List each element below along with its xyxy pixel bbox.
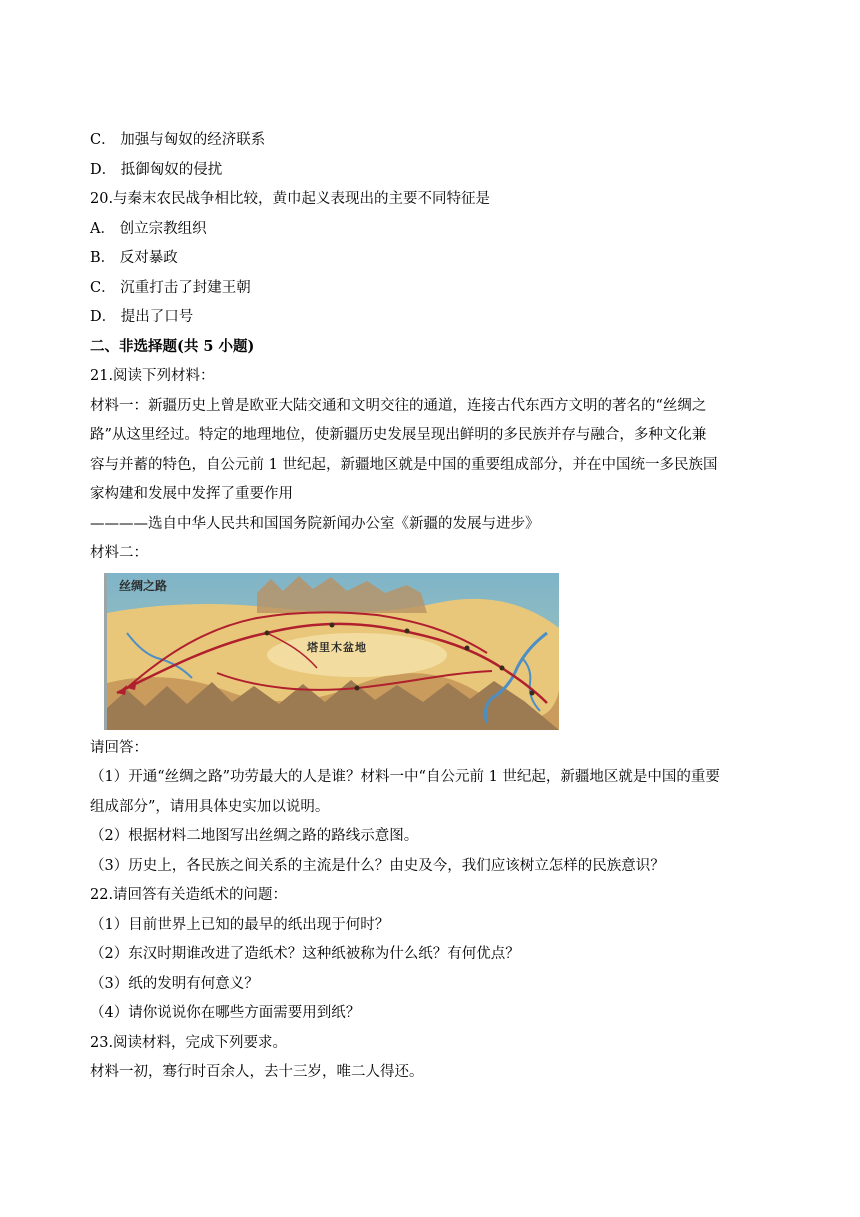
map-title: 丝绸之路 xyxy=(119,579,168,593)
option-20d: D． 提出了口号 xyxy=(90,309,194,325)
option-20c: C． 沉重打击了封建王朝 xyxy=(90,280,251,296)
question-23: 23.阅读材料，完成下列要求。 xyxy=(90,1035,288,1051)
question-21-2: （2）根据材料二地图写出丝绸之路的路线示意图。 xyxy=(90,828,419,844)
option-20b: B． 反对暴政 xyxy=(90,250,178,266)
question-21-1-line-2: 组成部分”，请用具体史实加以说明。 xyxy=(90,799,330,815)
map-basin-label: 塔里木盆地 xyxy=(307,641,367,654)
material-2-label: 材料二： xyxy=(90,545,148,561)
question-21-3: （3）历史上，各民族之间关系的主流是什么？由史及今，我们应该树立怎样的民族意识？ xyxy=(90,858,665,874)
question-20: 20.与秦末农民战争相比较，黄巾起义表现出的主要不同特征是 xyxy=(90,191,491,207)
question-21-1-line-1: （1）开通“丝绸之路”功劳最大的人是谁？材料一中“自公元前 1 世纪起，新疆地区就是中国的重要 xyxy=(90,769,720,785)
question-23-material: 材料一初，骞行时百余人，去十三岁，唯二人得还。 xyxy=(90,1064,424,1080)
silk-road-map xyxy=(104,573,562,730)
section-heading: 二、非选择题(共 5 小题) xyxy=(90,338,255,355)
material-1-line-3: 容与并蓄的特色，自公元前 1 世纪起，新疆地区就是中国的重要组成部分，并在中国统一多民族国 xyxy=(90,457,718,473)
question-22-3: （3）纸的发明有何意义？ xyxy=(90,976,259,992)
option-19d: D． 抵御匈奴的侵扰 xyxy=(90,162,223,178)
question-22-4: （4）请你说说你在哪些方面需要用到纸？ xyxy=(90,1005,361,1021)
option-19c: C． 加强与匈奴的经济联系 xyxy=(90,132,266,148)
material-1-line-1: 材料一：新疆历史上曾是欧亚大陆交通和文明交往的通道，连接古代东西方文明的著名的“丝绸之 xyxy=(90,398,707,414)
option-20a: A． 创立宗教组织 xyxy=(90,221,207,237)
answer-prompt: 请回答： xyxy=(90,740,148,756)
question-22: 22.请回答有关造纸术的问题： xyxy=(90,887,288,903)
material-1-source: ————选自中华人民共和国国务院新闻办公室《新疆的发展与进步》 xyxy=(90,516,540,532)
question-21: 21.阅读下列材料： xyxy=(90,368,215,384)
material-1-line-2: 路”从这里经过。特定的地理地位，使新疆历史发展呈现出鲜明的多民族并存与融合，多种文化兼 xyxy=(90,427,707,443)
question-22-2: （2）东汉时期谁改进了造纸术？这种纸被称为什么纸？有何优点？ xyxy=(90,946,520,962)
material-1-line-4: 家构建和发展中发挥了重要作用 xyxy=(90,486,293,502)
question-22-1: （1）目前世界上已知的最早的纸出现于何时？ xyxy=(90,917,390,933)
